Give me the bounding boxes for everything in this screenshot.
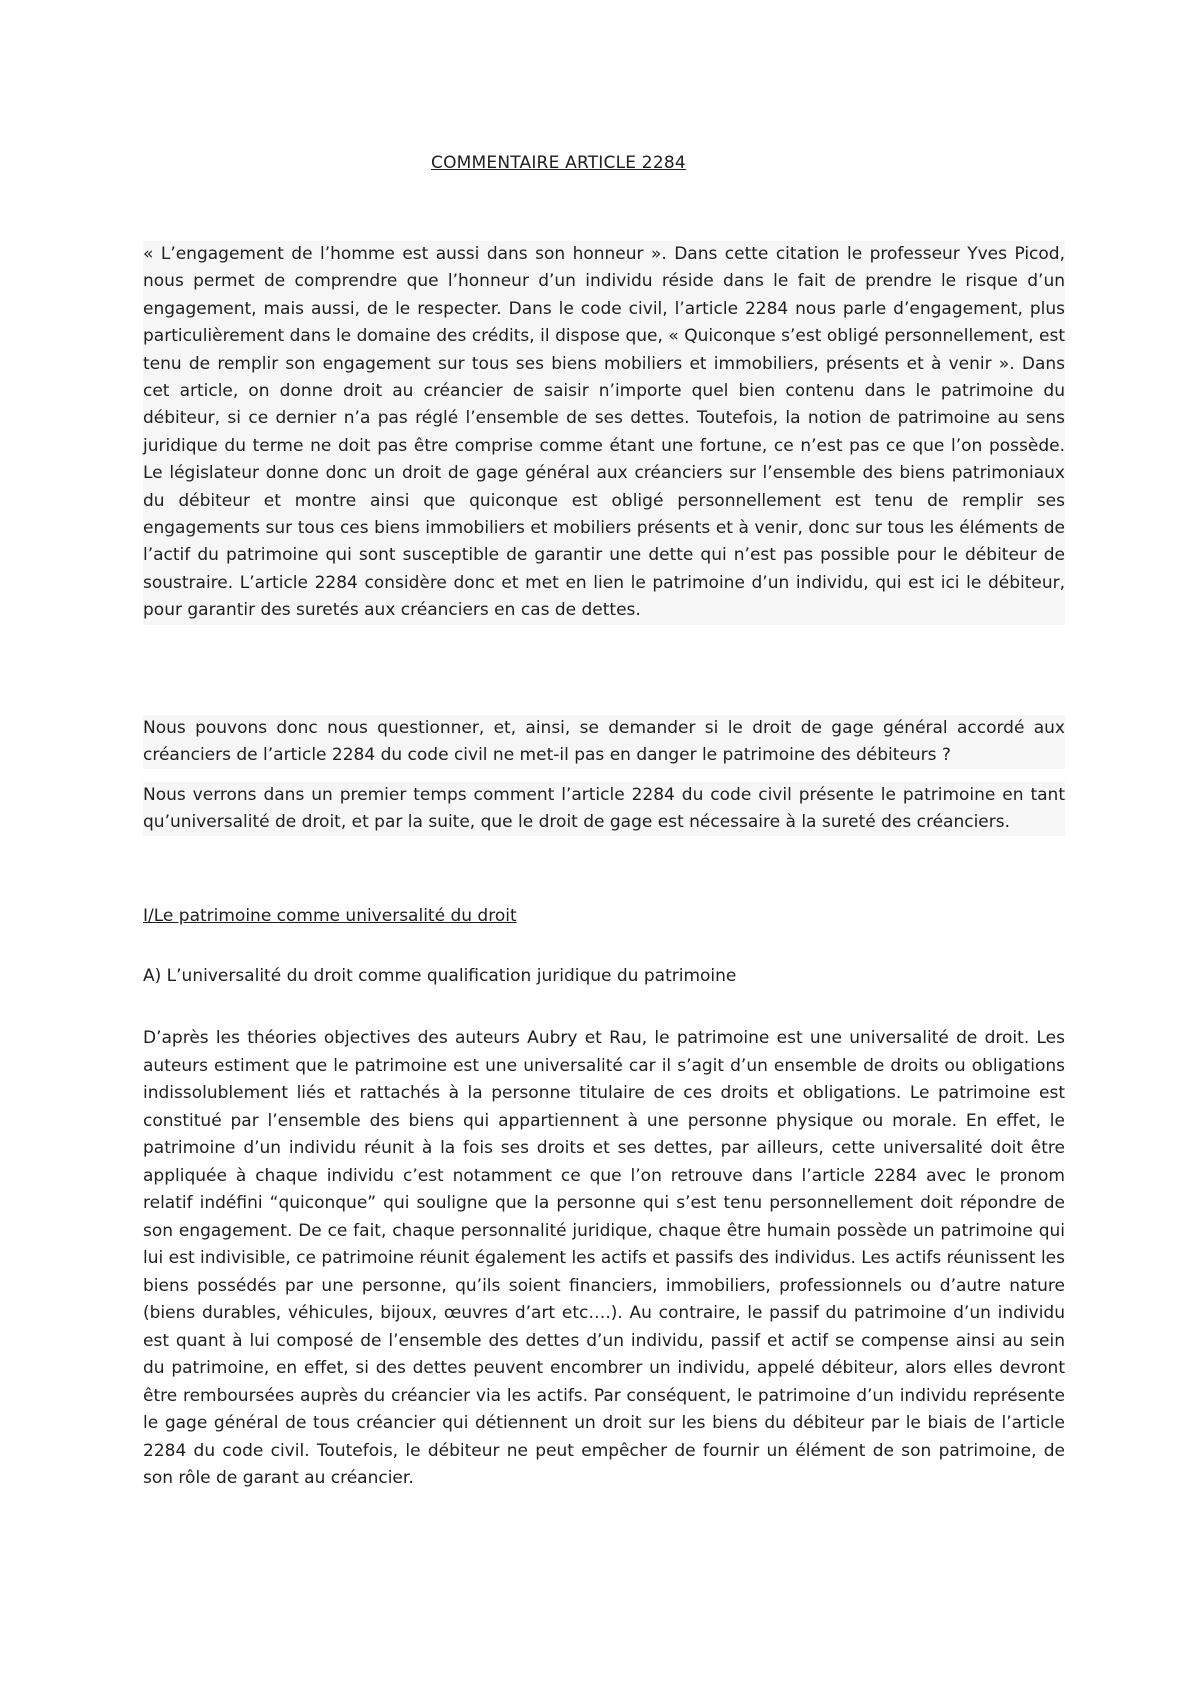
problematique-paragraph: Nous pouvons donc nous questionner, et, ainsi, se demander si le droit de gage général accordé aux créanciers de l’article 2284 du code civil ne met-il pas en danger le patrimoine des débiteurs ? bbox=[143, 715, 1065, 769]
sectionA-paragraph: D’après les théories objectives des auteurs Aubry et Rau, le patrimoine est une universalité de droit. Les auteurs estiment que le patrimoine est une universalité car il s’agit d’un ensemble de droits ou obligations indissolublement liés et rattachés à la personne titulaire de ces droits et obligations. Le patrimoine est constitué par l’ensemble des biens qui appartiennent à une personne physique ou morale. En effet, le patrimoine d’un individu réunit à la fois ses droits et ses dettes, par ailleurs, cette universalité doit être appliquée à chaque individu c’est notamment ce que l’on retrouve dans l’article 2284 avec le pronom relatif indéfini “quiconque” qui souligne que la personne qui s’est tenu personnellement doit répondre de son engagement. De ce fait, chaque personnalité juridique, chaque être humain possède un patrimoine qui lui est indivisible, ce patrimoine réunit également les actifs et passifs des individus. Les actifs réunissent les biens possédés par une personne, qu’ils soient financiers, immobiliers, professionnels ou d’autre nature (biens durables, véhicules, bijoux, œuvres d’art etc….). Au contraire, le passif du patrimoine d’un individu est quant à lui composé de l’ensemble des dettes d’un individu, passif et actif se compense ainsi au sein du patrimoine, en effet, si des dettes peuvent encombrer un individu, appelé débiteur, alors elles devront être remboursées auprès du créancier via les actifs. Par conséquent, le patrimoine d’un individu représente le gage général de tous créancier qui détiennent un droit sur les biens du débiteur par le biais de l’article 2284 du code civil. Toutefois, le débiteur ne peut empêcher de fournir un élément de son patrimoine, de son rôle de garant au créancier. bbox=[143, 1028, 1065, 1488]
part1-heading: I/Le patrimoine comme universalité du droit bbox=[143, 906, 517, 926]
intro-paragraph: « L’engagement de l’homme est aussi dans son honneur ». Dans cette citation le professeur Yves Picod, nous permet de comprendre que l’honneur d’un individu réside dans le fait de prendre le risque d’un engagement, mais aussi, de le respecter. Dans le code civil, l’article 2284 nous parle d’engagement, plus particulièrement dans le domaine des crédits, il dispose que, « Quiconque s’est obligé personnellement, est tenu de remplir son engagement sur tous ses biens mobiliers et immobiliers, présents et à venir ». Dans cet article, on donne droit au créancier de saisir n’importe quel bien contenu dans le patrimoine du débiteur, si ce dernier n’a pas réglé l’ensemble de ses dettes. Toutefois, la notion de patrimoine au sens juridique du terme ne doit pas être comprise comme étant une fortune, ce n’est pas ce que l’on possède. Le législateur donne donc un droit de gage général aux créanciers sur l’ensemble des biens patrimoniaux du débiteur et montre ainsi que quiconque est obligé personnellement est tenu de remplir ses engagements sur tous ces biens immobiliers et mobiliers présents et à venir, donc sur tous les éléments de l’actif du patrimoine qui sont susceptible de garantir une dette qui n’est pas possible pour le débiteur de soustraire. L’article 2284 considère donc et met en lien le patrimoine d’un individu, qui est ici le débiteur, pour garantir des suretés aux créanciers en cas de dettes. bbox=[143, 241, 1065, 625]
document-page bbox=[143, 0, 1065, 1696]
document-title: COMMENTAIRE ARTICLE 2284 bbox=[431, 153, 686, 173]
plan-paragraph: Nous verrons dans un premier temps comment l’article 2284 du code civil présente le patrimoine en tant qu’universalité de droit, et par la suite, que le droit de gage est nécessaire à la sureté des créanciers. bbox=[143, 782, 1065, 836]
sectionA-heading: A) L’universalité du droit comme qualification juridique du patrimoine bbox=[143, 966, 737, 986]
